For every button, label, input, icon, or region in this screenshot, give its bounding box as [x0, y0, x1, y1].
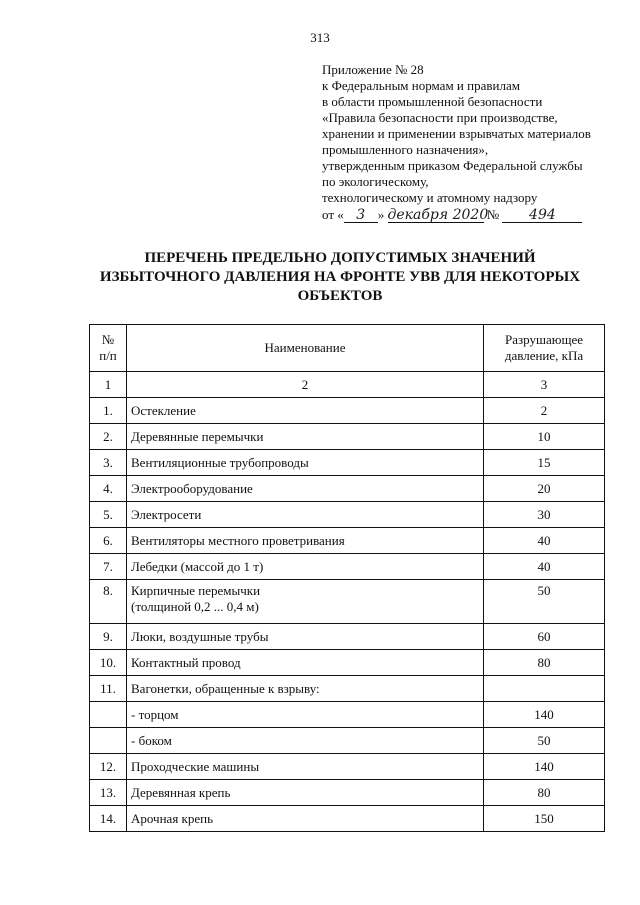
page-number: 313: [310, 30, 330, 45]
row-number: 12.: [90, 754, 127, 780]
row-value: 140: [484, 754, 605, 780]
row-number: 14.: [90, 806, 127, 832]
row-value: 40: [484, 554, 605, 580]
row-number: 5.: [90, 502, 127, 528]
index-cell: 2: [127, 372, 484, 398]
row-number: 6.: [90, 528, 127, 554]
title-line: ОБЪЕКТОВ: [297, 288, 383, 304]
row-name: Электрооборудование: [127, 476, 484, 502]
order-number: 494: [502, 207, 582, 223]
row-name: - боком: [127, 728, 484, 754]
row-value: 80: [484, 650, 605, 676]
order-date-line: [322, 207, 622, 223]
table-row: [90, 676, 605, 702]
index-cell: 1: [90, 372, 127, 398]
row-name: Проходческие машины: [127, 754, 484, 780]
header-number: [90, 325, 127, 372]
row-number: [90, 702, 127, 728]
appendix-line: промышленного назначения»,: [322, 142, 489, 157]
row-value: 140: [484, 702, 605, 728]
appendix-line: технологическому и атомному надзору: [322, 190, 538, 205]
row-name: Арочная крепь: [127, 806, 484, 832]
appendix-line: хранении и применении взрывчатых материалов: [322, 126, 591, 141]
table-index-row: [90, 372, 605, 398]
row-value: 20: [484, 476, 605, 502]
row-name-line2: (толщиной 0,2 ... 0,4 м): [131, 599, 259, 614]
row-name: Вентиляторы местного проветривания: [127, 528, 484, 554]
row-number: 4.: [90, 476, 127, 502]
appendix-line: по экологическому,: [322, 174, 429, 189]
row-value: 2: [484, 398, 605, 424]
row-value: 50: [484, 580, 605, 624]
row-value: 50: [484, 728, 605, 754]
row-name: Вагонетки, обращенные к взрыву:: [127, 676, 484, 702]
row-value: 15: [484, 450, 605, 476]
table-header-row: [90, 325, 605, 372]
header-pressure-line2: давление, кПа: [504, 348, 584, 363]
row-value: [484, 676, 605, 702]
row-name-line1: Кирпичные перемычки: [131, 583, 261, 598]
row-value: 10: [484, 424, 605, 450]
row-number: 1.: [90, 398, 127, 424]
row-number: 2.: [90, 424, 127, 450]
table-row: [90, 780, 605, 806]
row-number: 11.: [90, 676, 127, 702]
row-name: Люки, воздушные трубы: [127, 624, 484, 650]
appendix-line: Приложение № 28: [322, 62, 424, 77]
table-row: [90, 702, 605, 728]
date-day: 3: [344, 207, 378, 223]
row-name: - торцом: [127, 702, 484, 728]
row-name: Деревянные перемычки: [127, 424, 484, 450]
row-name: Электросети: [127, 502, 484, 528]
row-name: Лебедки (массой до 1 т): [127, 554, 484, 580]
table-row: [90, 450, 605, 476]
row-name: Деревянная крепь: [127, 780, 484, 806]
row-number: 7.: [90, 554, 127, 580]
table-row: [90, 806, 605, 832]
table-row: [90, 554, 605, 580]
row-number: 13.: [90, 780, 127, 806]
header-pressure-line1: Разрушающее: [504, 332, 583, 347]
row-value: 150: [484, 806, 605, 832]
number-label: №: [486, 207, 500, 222]
appendix-block: [322, 62, 622, 223]
header-name: Наименование: [127, 325, 484, 372]
appendix-line: к Федеральным нормам и правилам: [322, 78, 520, 93]
date-prefix: от «: [322, 207, 344, 222]
row-value: 40: [484, 528, 605, 554]
title-line: ИЗБЫТОЧНОГО ДАВЛЕНИЯ НА ФРОНТЕ УВВ ДЛЯ НЕКОТОРЫХ: [99, 269, 581, 285]
row-value: 60: [484, 624, 605, 650]
row-name: [127, 580, 484, 624]
table-row: [90, 624, 605, 650]
table-row: [90, 398, 605, 424]
row-value: 30: [484, 502, 605, 528]
document-title: [80, 249, 600, 306]
row-number: 8.: [90, 580, 127, 624]
row-number: 9.: [90, 624, 127, 650]
table-row: [90, 424, 605, 450]
row-name: Контактный провод: [127, 650, 484, 676]
date-month-year: декабря 2020: [387, 207, 489, 223]
title-line: ПЕРЕЧЕНЬ ПРЕДЕЛЬНО ДОПУСТИМЫХ ЗНАЧЕНИЙ: [144, 250, 536, 266]
header-number-line2: п/п: [99, 348, 117, 363]
table-row: [90, 502, 605, 528]
row-number: 3.: [90, 450, 127, 476]
row-number: [90, 728, 127, 754]
table-row: [90, 580, 605, 624]
table-row: [90, 476, 605, 502]
pressure-table: [89, 324, 605, 832]
table-row: [90, 528, 605, 554]
row-number: 10.: [90, 650, 127, 676]
table-row: [90, 754, 605, 780]
row-name: Остекление: [127, 398, 484, 424]
index-cell: 3: [484, 372, 605, 398]
appendix-line: в области промышленной безопасности: [322, 94, 543, 109]
date-mid: »: [377, 207, 385, 222]
appendix-line: «Правила безопасности при производстве,: [322, 110, 558, 125]
row-name: Вентиляционные трубопроводы: [127, 450, 484, 476]
table-row: [90, 650, 605, 676]
table-row: [90, 728, 605, 754]
appendix-line: утвержденным приказом Федеральной службы: [322, 158, 583, 173]
header-number-line1: №: [101, 332, 115, 347]
header-pressure: [484, 325, 605, 372]
row-value: 80: [484, 780, 605, 806]
